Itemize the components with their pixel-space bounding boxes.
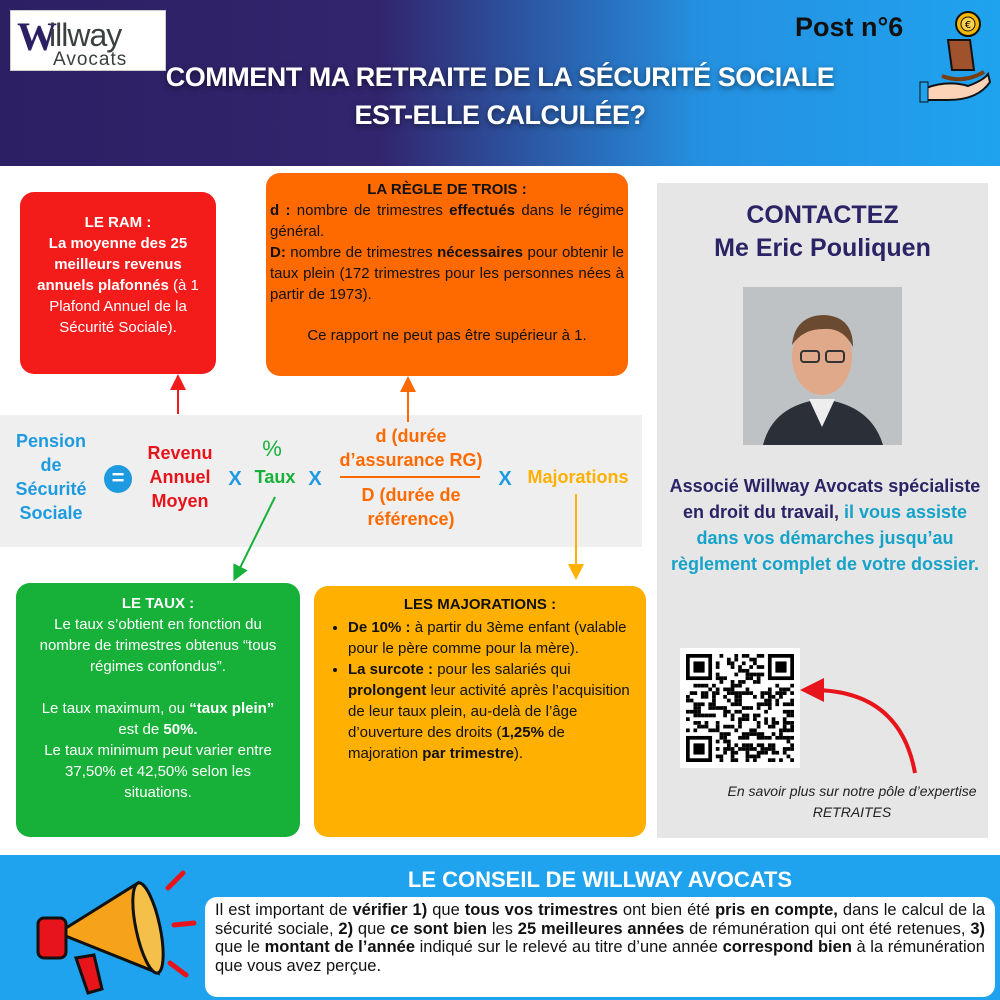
text-segment: pour obtenir le taux plein (172 trimestres pour les personnes nées à partir de 1973). — [270, 244, 624, 303]
header-banner — [0, 0, 1000, 166]
text-segment: ce sont bien — [390, 919, 488, 938]
contact-assoc: Associé Willway Avocats spécialiste en droit du travail, — [669, 476, 981, 522]
text-segment: à partir du 3ème enfant (valable pour le père comme pour la mère). — [348, 619, 627, 657]
page-title: COMMENT MA RETRAITE DE LA SÉCURITÉ SOCIALE EST-ELLE CALCULÉE? — [165, 62, 835, 130]
post-number: Post n°6 — [795, 12, 904, 42]
regle-de-trois-box — [266, 173, 628, 376]
formula-taux: Taux — [254, 467, 296, 487]
text-segment: à la rémunération que vous avez perçue. — [215, 938, 985, 975]
formula-band — [0, 415, 642, 547]
text-segment: effectués — [449, 202, 515, 219]
text-segment: d : — [270, 202, 291, 219]
majorations-box — [314, 586, 646, 837]
conseil-text — [205, 897, 995, 997]
text-segment: nécessaires — [437, 244, 523, 261]
taux-p1: Le taux s’obtient en fonction du nombre de trimestres obtenus “tous régimes confondus”. — [39, 616, 277, 675]
text-segment: 1,25% — [501, 724, 544, 741]
regle-text — [270, 200, 624, 305]
ram-box — [20, 192, 216, 374]
regle-title: LA RÈGLE DE TROIS : — [367, 181, 527, 198]
times-icon: X — [308, 468, 322, 490]
times-icon: X — [498, 468, 512, 490]
text-segment: 25 meilleures années — [517, 919, 685, 938]
willway-logo: W illway Avocats — [10, 10, 166, 71]
majorations-title: LES MAJORATIONS : — [403, 596, 557, 613]
text-segment: vérifier 1) — [352, 901, 428, 919]
lawyer-photo — [743, 287, 902, 445]
text-segment: (à 1 Plafond Annuel de la Sécurité Sociale). — [49, 277, 199, 336]
formula-pension: Pension de Sécurité Sociale — [15, 431, 87, 523]
text-segment: “taux plein” — [189, 700, 275, 717]
text-segment: prolongent — [348, 682, 427, 699]
text-segment: pour les salariés qui — [433, 661, 571, 678]
text-segment: que — [427, 901, 465, 919]
text-segment: nombre de trimestres — [285, 244, 438, 261]
formula-majorations: Majorations — [527, 467, 629, 487]
text-segment: correspond bien — [722, 938, 852, 956]
text-segment: De 10% : — [348, 619, 411, 636]
text-segment: que le — [215, 938, 265, 956]
qr-code[interactable] — [680, 648, 800, 768]
text-segment: ). — [513, 745, 524, 762]
text-segment: que — [353, 919, 391, 938]
text-segment: est de — [118, 721, 164, 738]
text-segment: dans le régime général. — [270, 202, 624, 240]
conseil-title: LE CONSEIL DE WILLWAY AVOCATS — [407, 867, 793, 892]
text-segment: nombre de trimestres — [290, 202, 450, 219]
percent-icon: % — [262, 436, 282, 461]
text-segment: indiqué sur le relevé au titre d’une année — [415, 938, 723, 956]
svg-text:€: € — [964, 20, 972, 31]
contact-title: CONTACTEZ — [746, 201, 899, 229]
fraction-bar — [340, 476, 480, 478]
formula-denominator: D (durée de référence) — [361, 485, 461, 529]
contact-panel — [657, 183, 988, 838]
text-segment: Il est important de — [215, 901, 353, 919]
text-segment: La surcote : — [348, 661, 434, 678]
regle-note: Ce rapport ne peut pas être supérieur à 1. — [307, 327, 587, 344]
text-segment: Le taux maximum, ou — [41, 700, 190, 717]
text-segment: ont bien été — [617, 901, 716, 919]
conseil-section — [0, 855, 1000, 1000]
formula-revenu: Revenu Annuel Moyen — [147, 443, 213, 511]
text-segment: leur activité après l’acquisition de leur taux plein, au-delà de l’âge d’ouverture des droits ( — [348, 682, 630, 741]
text-segment: dans le calcul de la sécurité sociale, — [215, 901, 985, 938]
equals-icon: = — [104, 465, 132, 493]
contact-name: Me Eric Pouliquen — [714, 234, 931, 262]
megaphone-icon — [18, 863, 198, 998]
text-segment: La moyenne des 25 meilleurs revenus annuels plafonnés — [37, 235, 188, 294]
text-segment: D: — [270, 244, 286, 261]
times-icon: X — [228, 468, 242, 490]
majoration-item — [348, 659, 632, 764]
text-segment: 50%. — [163, 721, 198, 738]
text-segment: LE RAM : — [84, 214, 152, 231]
text-segment: 3) — [970, 919, 986, 938]
formula-numerator: d (durée d’assurance RG) — [339, 426, 483, 470]
text-segment: tous vos trimestres — [464, 901, 618, 919]
text-segment: les — [487, 919, 518, 938]
contact-assist: il vous assiste dans vos démarches jusqu’au règlement complet de votre dossier. — [670, 502, 980, 574]
taux-title: LE TAUX : — [121, 595, 195, 612]
majoration-item — [348, 617, 632, 659]
text-segment: Le taux minimum peut varier entre 37,50% et 42,50% selon les situations. — [44, 742, 272, 801]
text-segment: par trimestre — [422, 745, 514, 762]
expertise-link-text[interactable]: En savoir plus sur notre pôle d’expertise RETRAITES — [727, 783, 977, 820]
taux-p2 — [30, 698, 286, 803]
text-segment: de rémunération qui ont été retenues, — [684, 919, 971, 938]
text-segment: de majoration — [348, 724, 565, 762]
text-segment: 2) — [338, 919, 354, 938]
text-segment: pris en compte, — [715, 901, 838, 919]
text-segment: montant de l’année — [264, 938, 416, 956]
taux-box — [16, 583, 300, 837]
retirement-rocking-chair-euro-icon — [918, 10, 993, 105]
